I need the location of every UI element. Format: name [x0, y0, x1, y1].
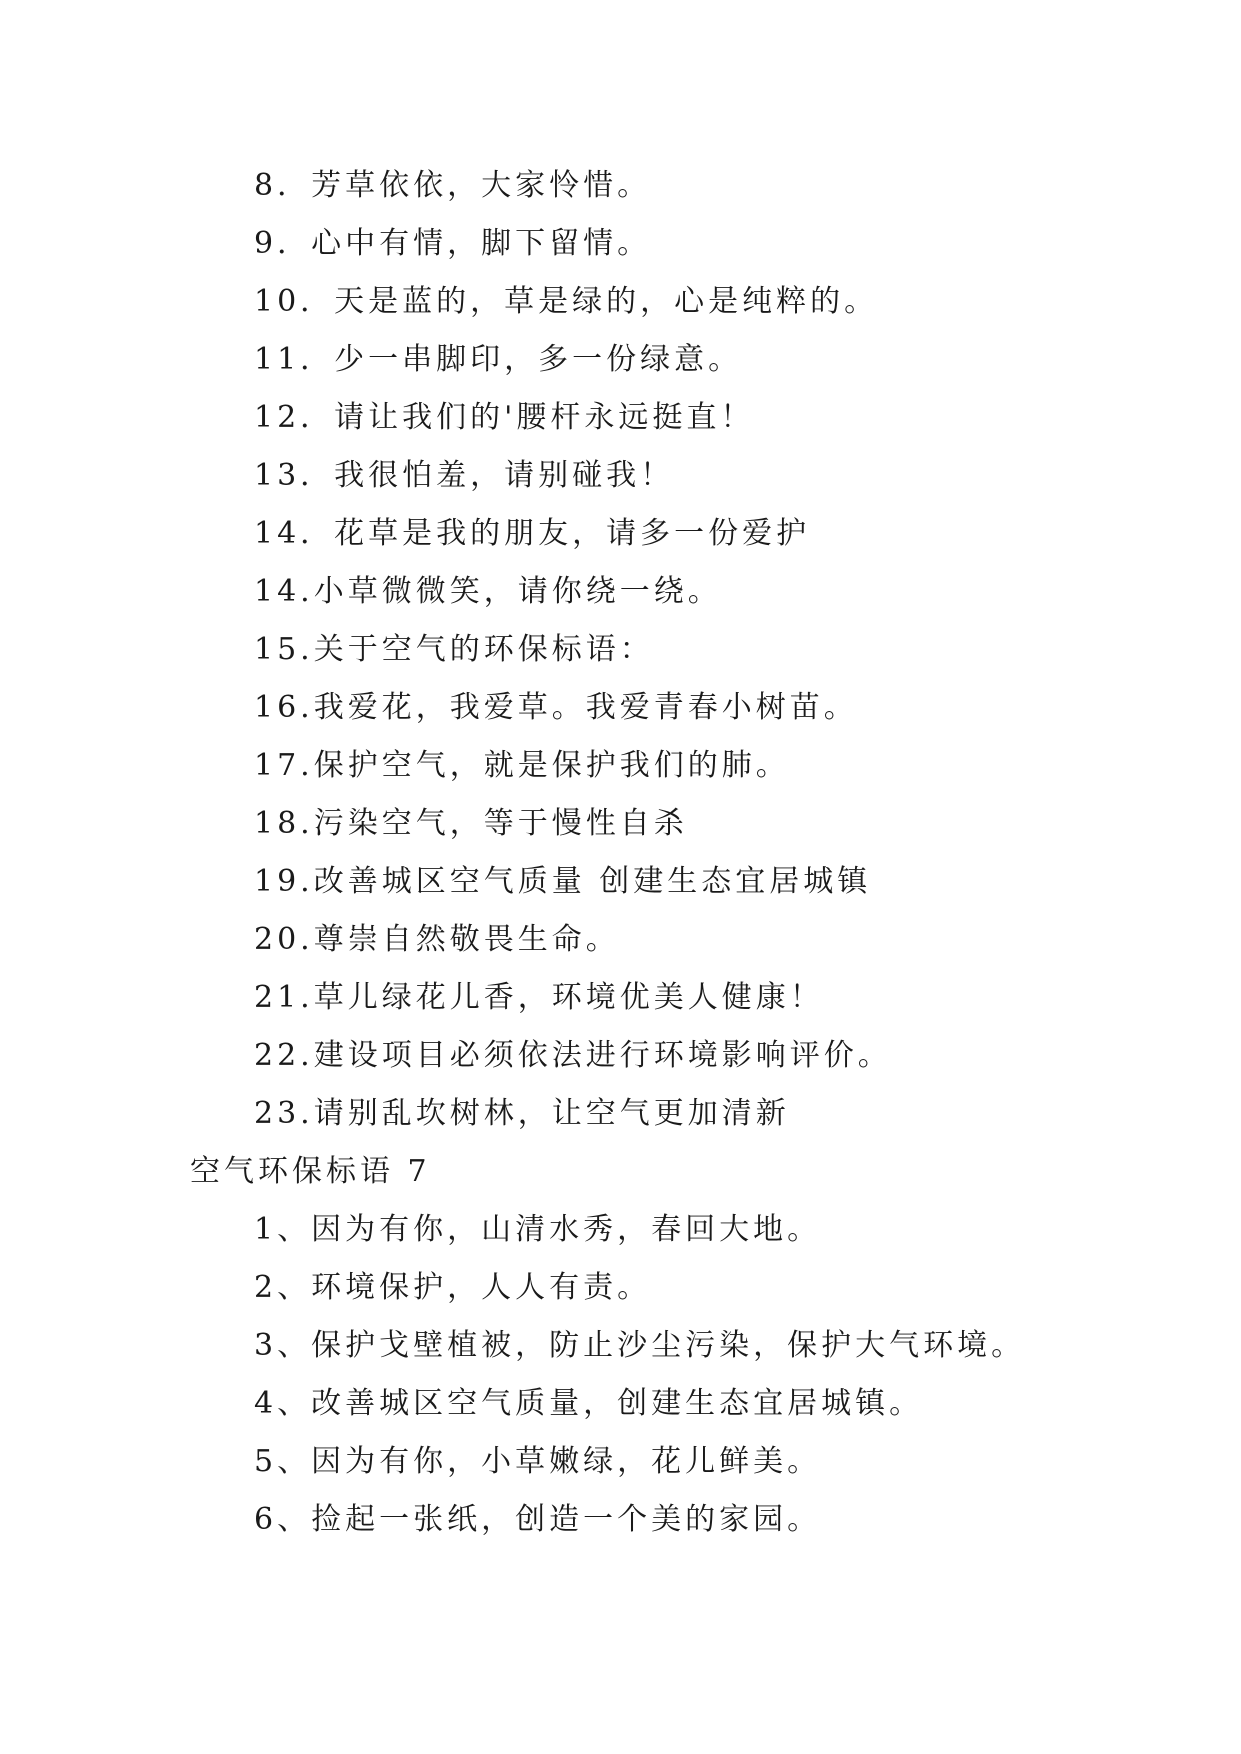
slogan-line: 19.改善城区空气质量 创建生态宜居城镇 — [254, 864, 872, 899]
slogan-line: 14.小草微微笑，请你绕一绕。 — [254, 574, 722, 609]
slogan-line: 23.请别乱坎树林，让空气更加清新 — [254, 1096, 790, 1131]
slogan-line: 11．少一串脚印，多一份绿意。 — [254, 342, 743, 377]
slogan-line: 17.保护空气，就是保护我们的肺。 — [254, 748, 790, 783]
slogan-line: 21.草儿绿花儿香，环境优美人健康！ — [254, 980, 824, 1015]
slogan-line: 9．心中有情，脚下留情。 — [254, 226, 652, 261]
slogan-line: 1、因为有你，山清水秀，春回大地。 — [254, 1212, 822, 1247]
slogan-line: 8．芳草依依，大家怜惜。 — [254, 168, 652, 203]
slogan-line: 20.尊崇自然敬畏生命。 — [254, 922, 620, 957]
slogan-line: 13．我很怕羞，请别碰我！ — [254, 458, 675, 493]
slogan-line: 10．天是蓝的，草是绿的，心是纯粹的。 — [254, 284, 879, 319]
slogan-line: 14．花草是我的朋友，请多一份爱护 — [254, 516, 811, 551]
slogan-line: 18.污染空气，等于慢性自杀 — [254, 806, 688, 841]
slogan-line: 6、捡起一张纸，创造一个美的家园。 — [254, 1502, 822, 1537]
slogan-line: 2、环境保护，人人有责。 — [254, 1270, 652, 1305]
slogan-line: 22.建设项目必须依法进行环境影响评价。 — [254, 1038, 892, 1073]
slogan-line: 16.我爱花，我爱草。我爱青春小树苗。 — [254, 690, 858, 725]
slogan-line: 15.关于空气的环保标语： — [254, 632, 654, 667]
slogan-line: 4、改善城区空气质量，创建生态宜居城镇。 — [254, 1386, 924, 1421]
slogan-line: 12．请让我们的'腰杆永远挺直！ — [254, 400, 755, 435]
slogan-line: 5、因为有你，小草嫩绿，花儿鲜美。 — [254, 1444, 822, 1479]
section-heading: 空气环保标语 7 — [190, 1154, 431, 1189]
slogan-line: 3、保护戈壁植被，防止沙尘污染，保护大气环境。 — [254, 1328, 1026, 1363]
